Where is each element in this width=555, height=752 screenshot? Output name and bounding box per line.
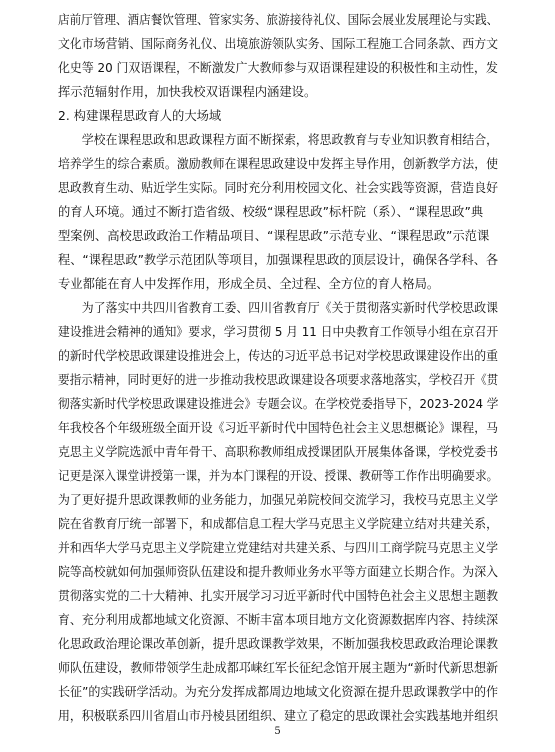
body-line: 文化市场营销、国际商务礼仪、出境旅游领队实务、国际工程施工合同条款、西方文 [58,37,498,51]
body-line: 程、“课程思政”教学示范团队等项目，加强课程思政的顶层设计，确保各学科、各 [58,253,499,267]
body-line: 型案例、高校思政政治工作精品项目、“课程思政”示范专业、“课程思政”示范课 [58,229,490,243]
body-line: 学校在课程思政和思政课程方面不断探索，将思政教育与专业知识教育相结合， [58,133,498,147]
page-number: 5 [274,726,281,737]
body-line: 贯彻落实党的二十大精神、扎实开展学习习近平新时代中国特色社会主义思想主题教 [58,589,498,603]
body-line: 彻落实新时代学校思政课建设推进会》专题会议。在学校党委指导下，2023-2024 学 [58,397,499,411]
body-line: 年我校各个年级班级全面开设《习近平新时代中国特色社会主义思想概论》课程，马 [58,421,498,435]
body-line: 店前厅管理、酒店餐饮管理、管家实务、旅游接待礼仪、国际会展业发展理论与实践、 [58,13,499,27]
body-line: 建设推进会精神的通知》要求，学习贯彻 5 月 11 日中央教育工作领导小组在京召开 [58,325,499,339]
body-line: 克思主义学院选派中青年骨干、高职称教师组成授课团队开展集体备课，学校党委书 [58,445,498,459]
section-heading: 2. 构建课程思政育人的大场域 [58,109,222,123]
body-line: 化史等 20 门双语课程，不断激发广大教师参与双语课程建设的积极性和主动性，发 [58,61,498,75]
body-line: 专业都能在育人中发挥作用，形成全员、全过程、全方位的育人格局。 [58,277,440,291]
body-line: 培养学生的综合素质。激励教师在课程思政建设中发挥主导作用，创新教学方法，使 [58,157,498,171]
body-line: 师队伍建设，教师带领学生赴成都邛崃红军长征纪念馆开展主题为“新时代新思想新 [58,661,499,675]
body-line: 院等高校就如何加强师资队伍建设和提升教师业务水平等方面建立长期合作。为深入 [58,565,498,579]
body-line: 育、充分利用成都地域文化资源、不断丰富本项目地方文化资源数据库内容、持续深 [58,613,498,627]
body-line: 记更是深入课堂讲授第一课，并为本门课程的开设、授课、教研等工作作出明确要求。 [58,469,499,483]
body-line: 化思政政治理论课改革创新，提升思政课教学效果，不断加强我校思政政治理论课教 [58,637,498,651]
body-line: 为了落实中共四川省教育工委、四川省教育厅《关于贯彻落实新时代学校思政课 [58,301,498,315]
body-line: 院在省教育厅统一部署下，和成都信息工程大学马克思主义学院建立结对共建关系， [58,517,498,531]
body-line: 长征”的实践研学活动。为充分发挥成都周边地域文化资源在提升思政课教学中的作 [58,685,499,699]
body-line: 要指示精神，同时更好的进一步推动我校思政课建设各项要求落地落实，学校召开《贯 [58,373,499,387]
body-line: 的新时代学校思政课建设推进会上，传达的习近平总书记对学校思政课建设作出的重 [58,349,498,363]
body-line: 的育人环境。通过不断打造省级、校级“课程思政”标杆院（系）、“课程思政”典 [58,205,484,219]
body-line: 并和西华大学马克思主义学院建立党建结对共建关系、与四川工商学院马克思主义学 [58,541,498,555]
body-line: 思政教育生动、贴近学生实际。同时充分利用校园文化、社会实践等资源，营造良好 [58,181,498,195]
body-line: 为了更好提升思政课教师的业务能力，加强兄弟院校间交流学习，我校马克思主义学 [58,493,498,507]
body-line: 挥示范辐射作用，加快我校双语课程内涵建设。 [58,85,317,99]
body-line: 用，积极联系四川省眉山市丹棱县团组织、建立了稳定的思政课社会实践基地并组织 [58,709,498,723]
